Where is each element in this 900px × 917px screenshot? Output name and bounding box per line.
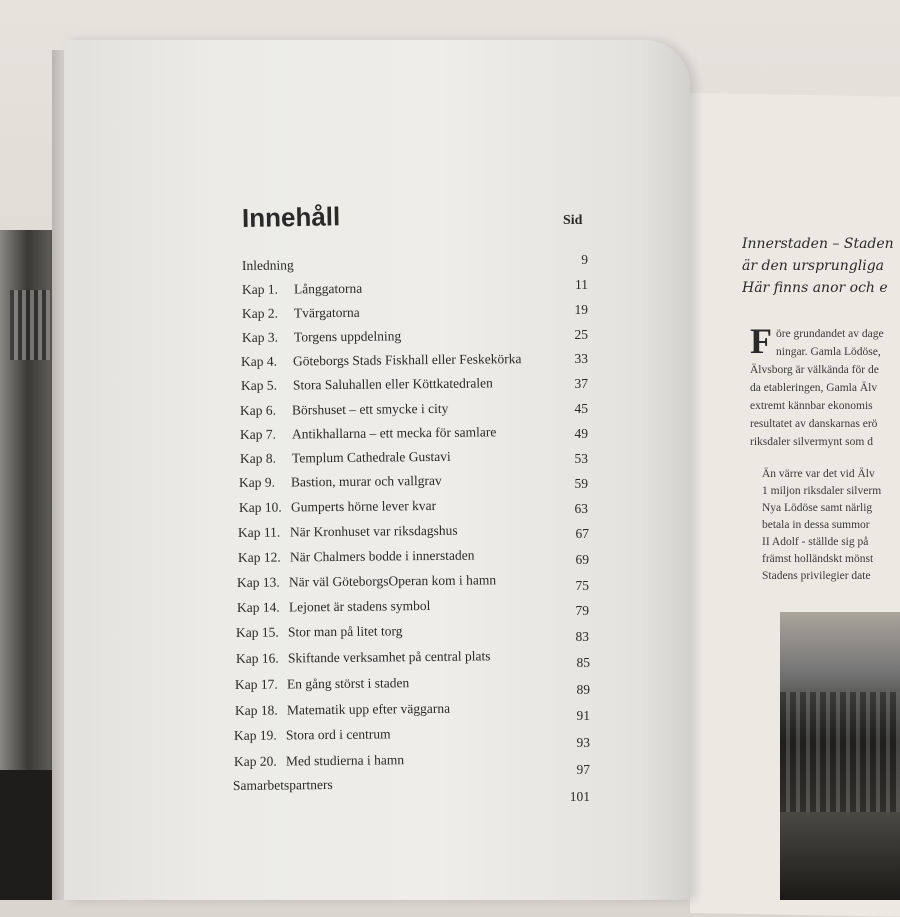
toc-entry-page: 89	[576, 682, 590, 697]
toc-entry-title: Matematik upp efter väggarna	[286, 700, 451, 718]
toc-entry: Kap 4. Göteborgs Stads Fiskhall eller Feskekörka	[240, 351, 522, 369]
toc-entry-title: Börshuset – ett smycke i city	[291, 400, 449, 418]
toc-entry-page: 49	[574, 426, 588, 441]
right-body-line: Älvsborg är välkända för de	[750, 364, 879, 376]
toc-entry-title: Tvärgatorna	[293, 304, 360, 321]
toc-title: Innehåll	[241, 201, 341, 233]
toc-entry-page: 25	[574, 327, 588, 342]
toc-entry-page: 75	[575, 578, 589, 593]
toc-entry: Kap 10. Gumperts hörne lever kvar	[238, 497, 437, 515]
toc-entry-title: Stora ord i centrum	[285, 726, 391, 743]
right-body-line: Stadens privilegier date	[762, 570, 871, 582]
toc-entry-page: 45	[574, 401, 588, 416]
toc-entry: Kap 20. Med studierna i hamn	[233, 752, 405, 769]
right-body-line: betala in dessa summor	[762, 519, 870, 531]
right-body-line: främst holländskt mönst	[762, 553, 874, 565]
right-page-photo	[780, 612, 900, 900]
toc-entry-title: Stor man på litet torg	[287, 623, 403, 640]
right-body-line: extremt kännbar ekonomis	[750, 400, 873, 412]
toc-entry-title: Gumperts hörne lever kvar	[290, 497, 437, 515]
toc-entry-title: Templum Cathedrale Gustavi	[291, 448, 451, 466]
toc-entry: Kap 12. När Chalmers bodde i innerstaden	[237, 547, 475, 565]
toc-entry-page: 91	[576, 708, 590, 723]
toc-entry-title: Torgens uppdelning	[293, 328, 402, 345]
right-body-line: resultatet av danskarnas erö	[750, 418, 878, 430]
toc-entry: Kap 8. Templum Cathedrale Gustavi	[239, 448, 451, 466]
toc-entry-title: Inledning	[241, 257, 294, 273]
toc-entry-title: Lejonet är stadens symbol	[288, 597, 431, 615]
toc-entry: Kap 19. Stora ord i centrum	[233, 726, 391, 743]
right-body-line: 1 miljon riksdaler silverm	[762, 485, 882, 497]
toc-entry-title: Antikhallarna – ett mecka för samlare	[291, 424, 497, 442]
right-page-paragraph-2	[762, 466, 900, 585]
right-body-line: öre grundandet av dage	[776, 328, 884, 340]
toc-entry-title: När Kronhuset var riksdagshus	[289, 522, 458, 540]
toc-entry-title: När väl GöteborgsOperan kom i hamn	[288, 572, 497, 590]
toc-entry-page: 69	[575, 552, 589, 567]
toc-entry-page: 83	[575, 629, 589, 644]
right-heading-line: Här finns anor och e	[742, 280, 888, 296]
right-body-line: da etableringen, Gamla Älv	[750, 382, 878, 394]
right-body-line: II Adolf - ställde sig på	[762, 536, 869, 548]
toc-entry	[233, 777, 333, 794]
page-column-header: Sid	[563, 213, 583, 228]
toc-entry-title: Skiftande verksamhet på central plats	[287, 648, 491, 666]
right-body-line: Nya Lödöse samt närlig	[762, 502, 873, 514]
toc-entry: Kap 6. Börshuset – ett smycke i city	[239, 400, 449, 418]
toc-entry-title: Bastion, murar och vallgrav	[290, 472, 442, 490]
toc-entry-page: 97	[576, 762, 590, 777]
toc-entry: Kap 15. Stor man på litet torg	[235, 623, 403, 640]
toc-entry-page: 59	[574, 476, 588, 491]
toc-entry: Kap 17. En gång störst i staden	[234, 675, 410, 692]
toc-entry-page: 11	[575, 277, 588, 292]
toc-entry: Kap 1. Långgatorna	[241, 280, 363, 297]
right-page-heading	[742, 233, 900, 299]
toc-entry: Kap 3. Torgens uppdelning	[241, 328, 402, 345]
right-page-paragraph-1	[750, 325, 900, 451]
toc-entry-title: Göteborgs Stads Fiskhall eller Feskekörka	[292, 351, 522, 369]
right-body-line: Än värre var det vid Älv	[762, 468, 875, 480]
toc-entry-page: 85	[576, 655, 590, 670]
toc-entry	[242, 257, 294, 274]
toc-entry: Kap 9. Bastion, murar och vallgrav	[238, 472, 442, 490]
toc-entry: Kap 7. Antikhallarna – ett mecka för samlare	[239, 424, 497, 442]
toc-entry-page: 63	[574, 501, 588, 516]
toc-entry: Kap 16. Skiftande verksamhet på central plats	[235, 648, 491, 666]
toc-entry-page: 79	[575, 603, 589, 618]
right-heading-line: är den ursprungliga	[742, 258, 885, 274]
toc-entry: Kap 5. Stora Saluhallen eller Köttkatedralen	[240, 375, 493, 393]
toc-entry-page: 33	[574, 351, 588, 366]
toc-entry-page: 19	[574, 302, 588, 317]
toc-entry: Kap 13. När väl GöteborgsOperan kom i hamn	[236, 572, 497, 590]
toc-entry: Kap 2. Tvärgatorna	[241, 304, 360, 321]
toc-entry-page: 53	[574, 451, 588, 466]
toc-entry-title: Långgatorna	[293, 280, 363, 297]
toc-entry-title: När Chalmers bodde i innerstaden	[289, 547, 475, 565]
right-body-line: ningar. Gamla Lödöse,	[776, 346, 881, 358]
toc-entry-title: Med studierna i hamn	[285, 752, 405, 769]
toc-entry-title: Samarbetspartners	[232, 776, 333, 793]
toc-entry: Kap 14. Lejonet är stadens symbol	[236, 597, 431, 615]
toc-entry: Kap 18. Matematik upp efter väggarna	[234, 700, 451, 718]
right-body-line: riksdaler silvermynt som d	[750, 436, 873, 448]
right-heading-line: Innerstaden – Staden	[742, 236, 894, 252]
toc-entry-page: 37	[574, 376, 588, 391]
toc-entry-page: 101	[569, 789, 590, 804]
toc-entry: Kap 11. När Kronhuset var riksdagshus	[237, 522, 458, 540]
toc-page	[64, 40, 690, 900]
toc-entry-title: Stora Saluhallen eller Köttkatedralen	[292, 375, 493, 393]
toc-entry-page: 67	[575, 526, 589, 541]
toc-entry-page: 9	[581, 252, 588, 267]
toc-entry-title: En gång störst i staden	[286, 675, 410, 692]
toc-entry-page: 93	[576, 735, 590, 750]
dropcap: F	[750, 325, 772, 361]
